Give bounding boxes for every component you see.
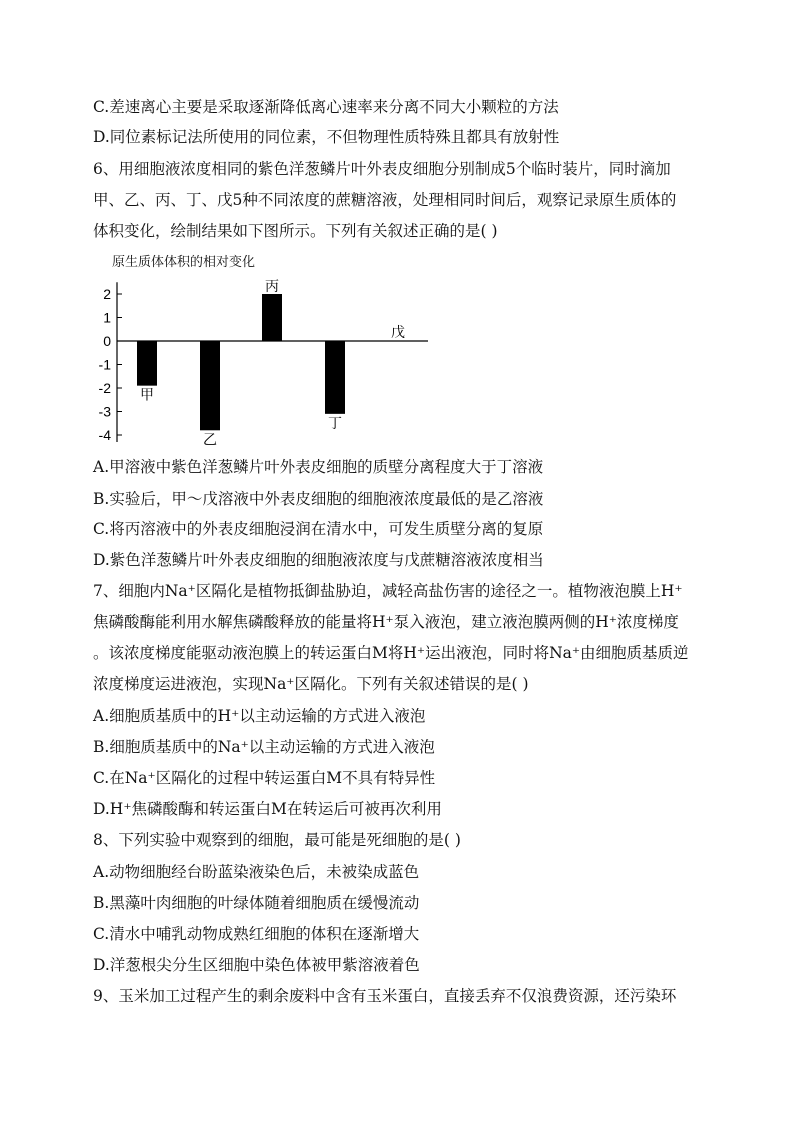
y-tick-label: -4 <box>98 427 111 443</box>
text-line: D.同位素标记法所使用的同位素，不但物理性质特殊且都具有放射性 <box>93 128 560 146</box>
text-line: B.细胞质基质中的Na⁺以主动运输的方式进入液泡 <box>93 738 435 756</box>
text-line: A.细胞质基质中的H⁺以主动运输的方式进入液泡 <box>93 707 426 725</box>
text-line: 甲、乙、丙、丁、戊5种不同浓度的蔗糖溶液，处理相同时间后，观察记录原生质体的 <box>93 191 677 209</box>
text-line: B.实验后，甲～戊溶液中外表皮细胞的细胞液浓度最低的是乙溶液 <box>93 490 544 508</box>
text-line: 体积变化，绘制结果如下图所示。下列有关叙述正确的是( ) <box>93 222 498 240</box>
bar-chart <box>80 250 440 450</box>
text-line: C.差速离心主要是采取逐渐降低离心速率来分离不同大小颗粒的方法 <box>93 98 559 116</box>
category-label: 戊 <box>391 325 405 341</box>
bar-2 <box>200 341 220 430</box>
text-line: 焦磷酸酶能利用水解焦磷酸释放的能量将H⁺泵入液泡，建立液泡膜两侧的H⁺浓度梯度 <box>93 613 679 631</box>
chart-title: 原生质体体积的相对变化 <box>112 255 256 270</box>
bar-4 <box>325 341 345 414</box>
y-tick-label: 0 <box>103 333 111 349</box>
text-line: 8、下列实验中观察到的细胞，最可能是死细胞的是( ) <box>93 831 461 849</box>
text-line: C.将丙溶液中的外表皮细胞浸润在清水中，可发生质壁分离的复原 <box>93 520 544 538</box>
text-line: C.在Na⁺区隔化的过程中转运蛋白M不具有特异性 <box>93 769 436 787</box>
y-tick-label: -3 <box>98 403 111 420</box>
category-label: 甲 <box>140 387 154 404</box>
category-label: 丁 <box>328 415 342 432</box>
chart-svg <box>80 250 440 450</box>
bar-3 <box>262 294 282 341</box>
bar-1 <box>137 341 157 386</box>
y-tick-label: -2 <box>98 380 111 396</box>
category-label: 乙 <box>203 432 217 449</box>
text-line: 浓度梯度运进液泡，实现Na⁺区隔化。下列有关叙述错误的是( ) <box>93 675 529 693</box>
y-tick-label: -1 <box>98 356 111 373</box>
text-line: 。该浓度梯度能驱动液泡膜上的转运蛋白M将H⁺运出液泡，同时将Na⁺由细胞质基质逆 <box>93 644 689 662</box>
text-line: B.黑藻叶肉细胞的叶绿体随着细胞质在缓慢流动 <box>93 894 420 912</box>
text-line: A.动物细胞经台盼蓝染液染色后，未被染成蓝色 <box>93 863 420 881</box>
text-line: D.紫色洋葱鳞片叶外表皮细胞的细胞液浓度与戊蔗糖溶液浓度相当 <box>93 551 544 569</box>
text-line: 9、玉米加工过程产生的剩余废料中含有玉米蛋白，直接丢弃不仅浪费资源，还污染环 <box>93 987 677 1005</box>
text-line: C.清水中哺乳动物成熟红细胞的体积在逐渐增大 <box>93 925 420 943</box>
y-tick-label: 1 <box>103 309 111 326</box>
text-line: D.洋葱根尖分生区细胞中染色体被甲紫溶液着色 <box>93 956 420 974</box>
text-line: 6、用细胞液浓度相同的紫色洋葱鳞片叶外表皮细胞分别制成5个临时装片，同时滴加 <box>93 160 671 178</box>
text-line: A.甲溶液中紫色洋葱鳞片叶外表皮细胞的质壁分离程度大于丁溶液 <box>93 458 544 476</box>
text-line: D.H⁺焦磷酸酶和转运蛋白M在转运后可被再次利用 <box>93 800 442 818</box>
text-line: 7、细胞内Na⁺区隔化是植物抵御盐胁迫，减轻高盐伤害的途径之一。植物液泡膜上H⁺ <box>93 582 683 600</box>
y-tick-label: 2 <box>103 286 111 302</box>
category-label: 丙 <box>265 279 279 295</box>
